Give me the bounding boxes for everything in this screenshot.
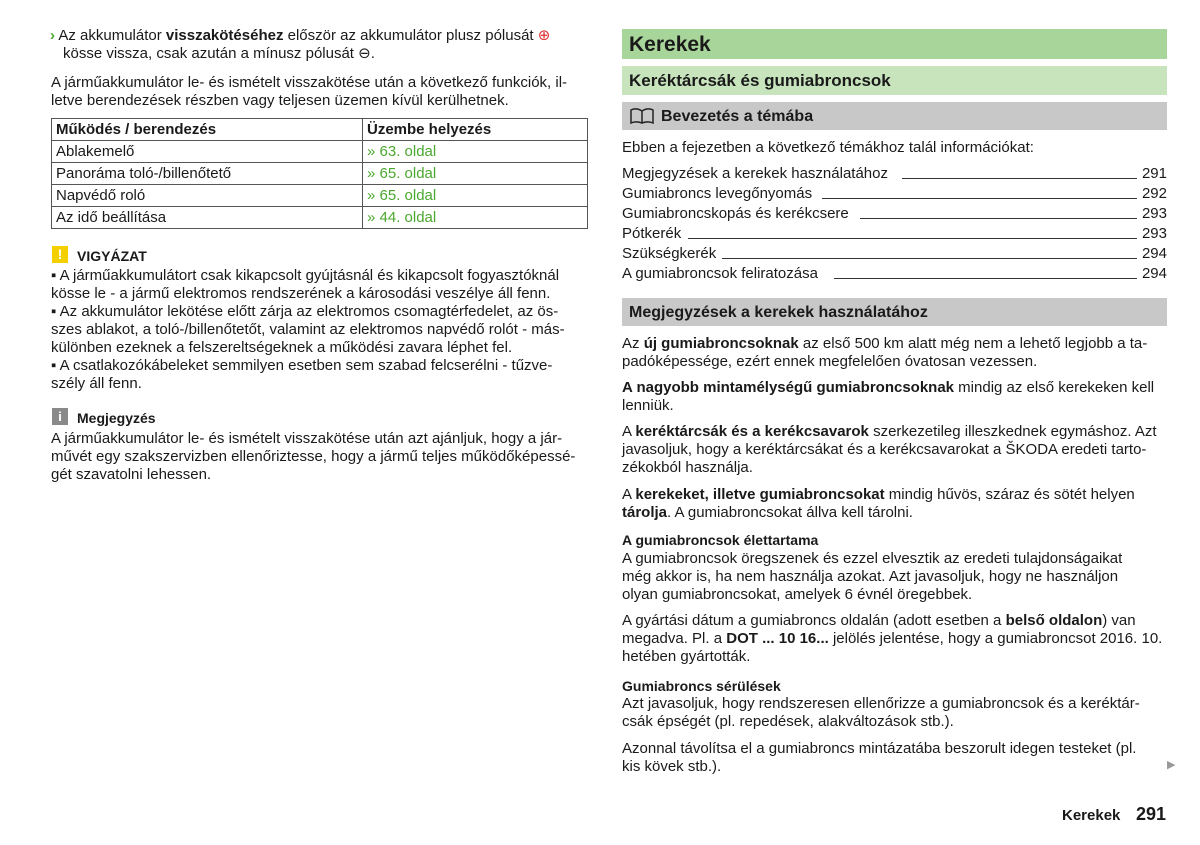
new-tires-paragraph: Az új gumiabroncsoknak az első 500 km alatt még nem a lehető legjobb a ta- padóképessége, ezért ennek megfelelően óvatosan vezessen. bbox=[622, 335, 1148, 370]
info-icon: i bbox=[52, 408, 68, 425]
warning-text: ▪ A járműakkumulátort csak kikapcsolt gyújtásnál és kikapcsolt fogyasztóknál kösse le - a jármű elektromos rendszerének a károsodási veszélye áll fenn. ▪ Az akkumulátor lekötése előtt zárja az elektromos csomagtérfedelet, az ös- szes ablakot, a toló-/billenőtetőt, valamint az elektromos napvédő rolót - más- különben ezeknek a felszereltségeknek a működési zavara léphet fel. ▪ A csatlakozókábeleket semmilyen esetben sem szabad felcserélni - tűzve- szély áll fenn. bbox=[51, 267, 565, 392]
footer-chapter: Kerekek bbox=[1062, 807, 1121, 824]
tire-life-heading: A gumiabroncsok élettartama bbox=[622, 532, 819, 548]
toc-entry-page: 294 bbox=[1138, 264, 1167, 284]
warning-title: VIGYÁZAT bbox=[77, 248, 147, 264]
subsection-header bbox=[622, 298, 1167, 326]
table-cell: Panoráma toló-/billenőtető bbox=[52, 163, 363, 185]
toc-entry-page: 292 bbox=[1138, 184, 1167, 204]
plus-pole-icon: ⊕ bbox=[537, 27, 551, 44]
note-text: A járműakkumulátor le- és ismételt visszakötése után azt ajánljuk, hogy a jár- művét egy szakszervizben ellenőriztesse, hogy a jármű teljes működőképessé- gét szavatolni lehessen. bbox=[51, 430, 576, 483]
table-row bbox=[52, 207, 588, 229]
page-number: 291 bbox=[1136, 804, 1167, 824]
reconnect-instruction: › Az akkumulátor visszakötéséhez először az akkumulátor plusz pólusát ⊕ kösse vissza, csak azután a mínusz pólusát ⊖. bbox=[50, 27, 551, 62]
toc-entry[interactable] bbox=[622, 164, 1167, 184]
toc-entry-title: Gumiabroncs levegőnyomás bbox=[622, 184, 818, 204]
section-header bbox=[622, 66, 1167, 95]
page-link[interactable]: » 65. oldal bbox=[363, 163, 588, 185]
toc-entry-title: Megjegyzések a kerekek használatához bbox=[622, 164, 894, 184]
toc-entry[interactable] bbox=[622, 264, 1167, 284]
wheel-bolts-paragraph: A keréktárcsák és a kerékcsavarok szerkezetileg illeszkednek egymáshoz. Azt javasoljuk, hogy a keréktárcsákat és a kerékcsavarokat a ŠKODA eredeti tarto- zékokból használja. bbox=[622, 423, 1157, 476]
bullet-arrow-icon: › bbox=[50, 27, 55, 44]
table-row bbox=[52, 185, 588, 207]
section-title: Keréktárcsák és gumiabroncsok bbox=[629, 71, 891, 90]
table-row bbox=[52, 141, 588, 163]
production-date-paragraph: A gyártási dátum a gumiabroncs oldalán (adott esetben a belső oldalon) van megadva. Pl. a DOT ... 10 16... jelölés jelentése, hogy a gumiabroncsot 2016. 10. hetében gyártották. bbox=[622, 612, 1163, 665]
toc-entry-title: A gumiabroncsok feliratozása bbox=[622, 264, 824, 284]
toc-entry-title: Szükségkerék bbox=[622, 244, 722, 264]
table-header-cell: Működés / berendezés bbox=[52, 119, 363, 141]
tire-damage-text: Azt javasoljuk, hogy rendszeresen ellenőrizze a gumiabroncsok és a keréktár- csák épségét (pl. repedések, alakváltozások stb.). bbox=[622, 695, 1140, 730]
storage-paragraph: A kerekeket, illetve gumiabroncsokat mindig hűvös, száraz és sötét helyen tárolja. A gumiabroncsokat állva kell tárolni. bbox=[622, 486, 1135, 521]
table-header-cell: Üzembe helyezés bbox=[363, 119, 588, 141]
warning-icon: ! bbox=[52, 246, 68, 263]
table-header-row bbox=[52, 119, 588, 141]
toc-entry[interactable] bbox=[622, 184, 1167, 204]
page-link[interactable]: » 44. oldal bbox=[363, 207, 588, 229]
table-cell: Az idő beállítása bbox=[52, 207, 363, 229]
toc-entry-page: 293 bbox=[1138, 204, 1167, 224]
book-icon bbox=[630, 108, 654, 124]
toc-entry-page: 294 bbox=[1138, 244, 1167, 264]
table-cell: Ablakemelő bbox=[52, 141, 363, 163]
table-cell: Napvédő roló bbox=[52, 185, 363, 207]
foreign-objects-paragraph: Azonnal távolítsa el a gumiabroncs mintázatába beszorult idegen testeket (pl. kis kövek stb.). bbox=[622, 740, 1137, 775]
table-row bbox=[52, 163, 588, 185]
functions-table bbox=[51, 118, 588, 229]
functions-paragraph: A járműakkumulátor le- és ismételt visszakötése után a következő funkciók, il- letve berendezések részben vagy teljesen üzemen kívül kerülhetnek. bbox=[51, 74, 568, 109]
page-link[interactable]: » 63. oldal bbox=[363, 141, 588, 163]
tread-depth-paragraph: A nagyobb mintamélységű gumiabroncsoknak mindig az első kerekeken kell lenniük. bbox=[622, 379, 1155, 414]
toc-entry-page: 291 bbox=[1138, 164, 1167, 184]
intro-header bbox=[622, 102, 1167, 130]
toc-entry-title: Pótkerék bbox=[622, 224, 687, 244]
continue-arrow-icon: ▶ bbox=[1167, 759, 1176, 771]
chapter-header bbox=[622, 29, 1167, 59]
page-link[interactable]: » 65. oldal bbox=[363, 185, 588, 207]
toc-entry[interactable] bbox=[622, 224, 1167, 244]
toc-entry[interactable] bbox=[622, 244, 1167, 264]
intro-title: Bevezetés a témába bbox=[661, 108, 814, 125]
toc-entry[interactable] bbox=[622, 204, 1167, 224]
minus-pole-icon: ⊖ bbox=[358, 45, 371, 62]
tire-life-text: A gumiabroncsok öregszenek és ezzel elvesztik az eredeti tulajdonságaikat még akkor is, ha nem használja azokat. Azt javasoljuk, hogy ne használjon olyan gumiabroncsokat, amelyek 6 évnél öregebbek. bbox=[622, 550, 1123, 603]
tire-damage-heading: Gumiabroncs sérülések bbox=[622, 678, 781, 694]
chapter-title: Kerekek bbox=[629, 33, 711, 56]
note-title: Megjegyzés bbox=[77, 410, 156, 426]
subsection-title: Megjegyzések a kerekek használatához bbox=[629, 304, 928, 321]
intro-text: Ebben a fejezetben a következő témákhoz talál információkat: bbox=[622, 139, 1034, 156]
toc-entry-title: Gumiabroncskopás és kerékcsere bbox=[622, 204, 855, 224]
toc-entry-page: 293 bbox=[1138, 224, 1167, 244]
